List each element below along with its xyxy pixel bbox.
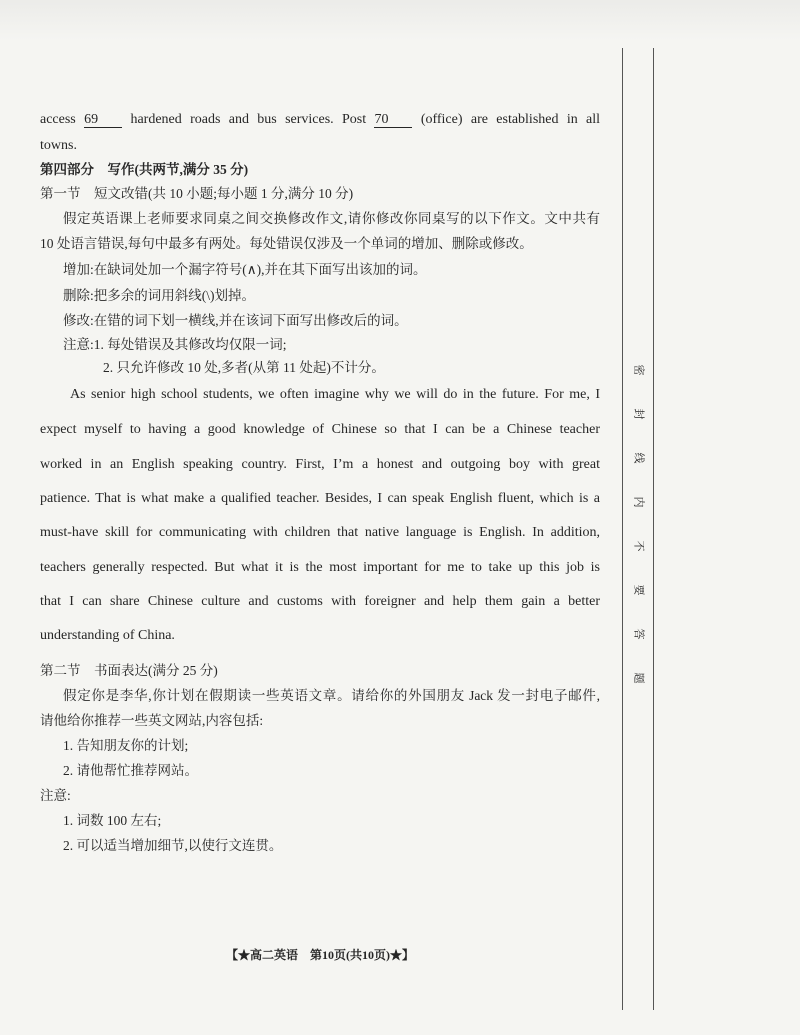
- section2-title: 第二节 书面表达(满分 25 分): [40, 663, 218, 678]
- seal-char-6: 要: [632, 584, 644, 596]
- essay-line-5: must-have skill for communicating with children that native language is English. In addition,: [40, 525, 600, 540]
- essay-line-6: teachers generally respected. But what it is the most important for me to take up this job is: [40, 560, 600, 575]
- seal-line-right-rule: [653, 48, 654, 1010]
- section2-note-1: 1. 词数 100 左右;: [63, 813, 162, 828]
- blank-69: 69: [84, 112, 122, 128]
- section1-note-2: 2. 只允许修改 10 处,多者(从第 11 处起)不计分。: [103, 360, 385, 375]
- essay-line-1: As senior high school students, we often imagine why we will do in the future. For me, I: [70, 387, 600, 402]
- section2-note-2: 2. 可以适当增加细节,以使行文连贯。: [63, 838, 283, 853]
- essay-line-7: that I can share Chinese culture and customs with foreigner and help them gain a better: [40, 594, 600, 609]
- section1-rule-modify: 修改:在错的词下划一横线,并在该词下面写出修改后的词。: [63, 313, 408, 328]
- prev-passage-text-mid: hardened roads and bus services. Post: [130, 112, 367, 127]
- section2-point-2: 2. 请他帮忙推荐网站。: [63, 763, 198, 778]
- section1-intro-line-2: 10 处语言错误,每句中最多有两处。每处错误仅涉及一个单词的增加、删除或修改。: [40, 236, 533, 251]
- blank-70: 70: [374, 112, 412, 128]
- essay-line-2: expect myself to having a good knowledge of Chinese so that I can be a Chinese teacher: [40, 422, 600, 437]
- prev-passage-line-2: towns.: [40, 138, 77, 153]
- part4-title: 第四部分 写作(共两节,满分 35 分): [40, 162, 249, 177]
- seal-char-2: 封: [632, 408, 644, 420]
- essay-line-3: worked in an English speaking country. First, I’m a honest and outgoing boy with great: [40, 457, 600, 472]
- essay-line-8: understanding of China.: [40, 628, 175, 643]
- section2-prompt-line-1: 假定你是李华,你计划在假期读一些英语文章。请给你的外国朋友 Jack 发一封电子邮件,: [63, 688, 600, 703]
- section1-rule-add: 增加:在缺词处加一个漏字符号(∧),并在其下面写出该加的词。: [63, 262, 427, 277]
- seal-char-7: 答: [632, 628, 644, 640]
- prev-passage-text-end: (office) are established in all: [420, 112, 601, 127]
- section1-title: 第一节 短文改错(共 10 小题;每小题 1 分,满分 10 分): [40, 186, 354, 201]
- section1-rule-delete: 删除:把多余的词用斜线(\)划掉。: [63, 288, 255, 303]
- section1-intro-line-1: 假定英语课上老师要求同桌之间交换修改作文,请你修改你同桌写的以下作文。文中共有: [63, 211, 600, 226]
- seal-line-left-rule: [622, 48, 623, 1010]
- seal-char-8: 题: [632, 672, 644, 684]
- seal-char-1: 密: [632, 364, 644, 376]
- section2-point-1: 1. 告知朋友你的计划;: [63, 738, 189, 753]
- seal-char-4: 内: [632, 496, 644, 508]
- prev-passage-text-access: access: [40, 112, 76, 127]
- seal-line-notice: [628, 348, 648, 700]
- section2-notes-label: 注意:: [40, 788, 71, 803]
- section1-note-1: 注意:1. 每处错误及其修改均仅限一词;: [63, 337, 287, 352]
- seal-char-3: 线: [632, 452, 644, 464]
- page-footer: 【★高二英语 第10页(共10页)★】: [226, 948, 414, 962]
- seal-char-5: 不: [632, 540, 644, 552]
- essay-line-4: patience. That is what make a qualified teacher. Besides, I can speak English fluent, which is a: [40, 491, 600, 506]
- section2-prompt-line-2: 请他给你推荐一些英文网站,内容包括:: [40, 713, 264, 728]
- prev-passage-line: [40, 110, 600, 130]
